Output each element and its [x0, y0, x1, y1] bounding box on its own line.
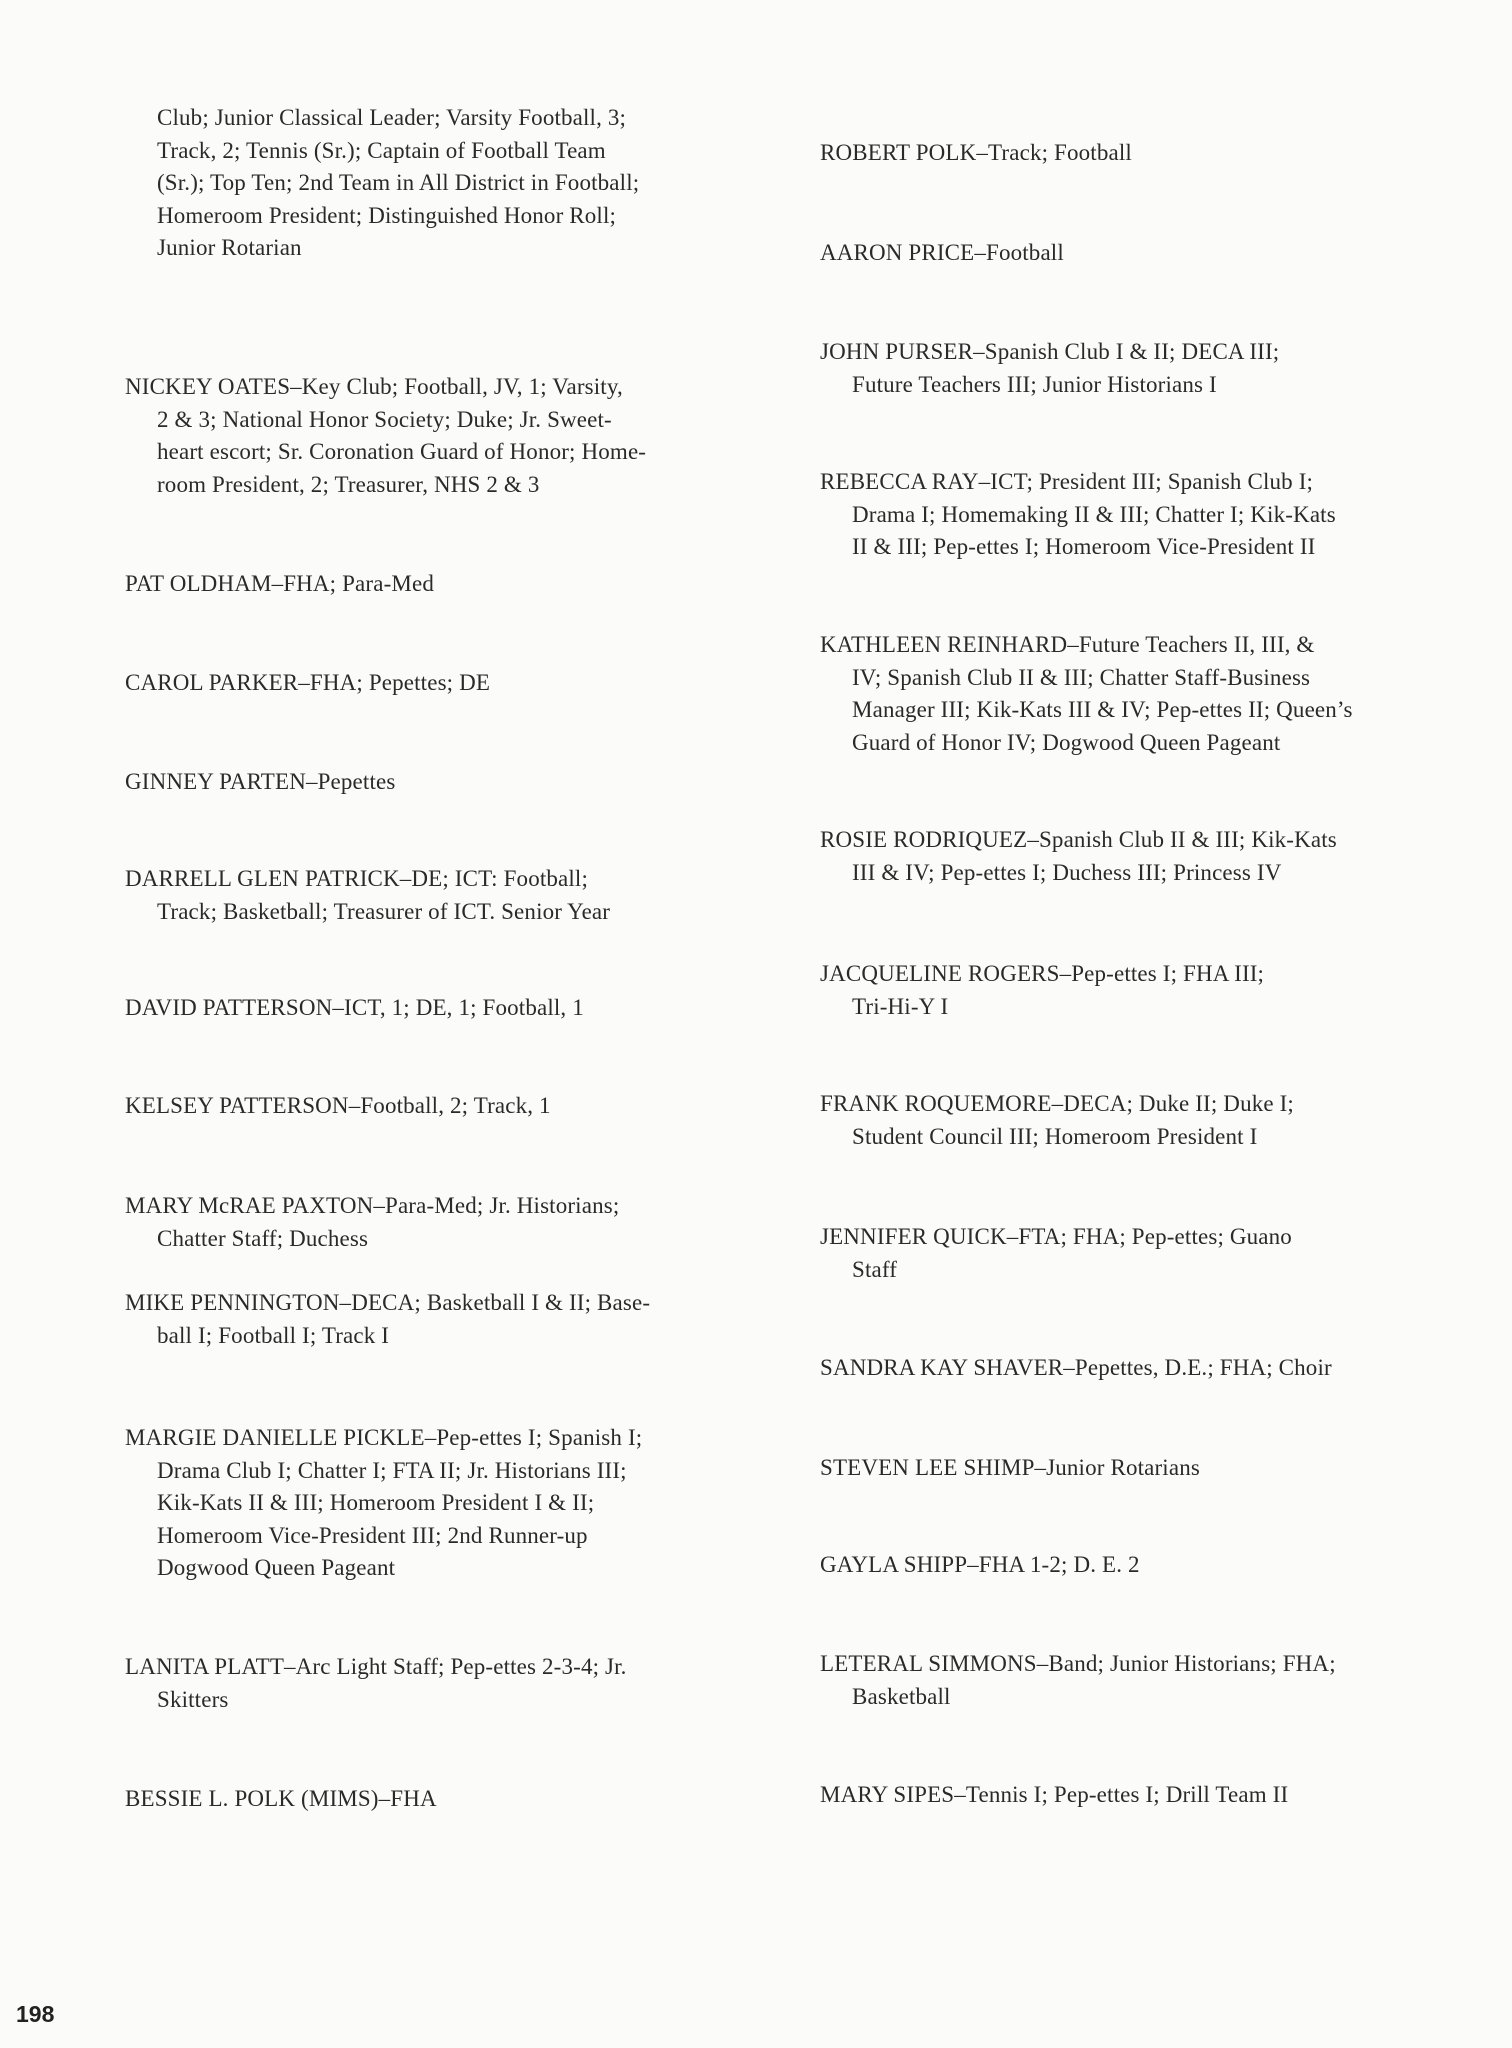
senior-entry	[820, 1452, 1460, 1485]
senior-entry	[820, 466, 1460, 564]
entry-line: Basketball	[852, 1683, 951, 1709]
entry-line: JACQUELINE ROGERS–Pep-ettes I; FHA III;	[820, 961, 1265, 986]
entry-line: Future Teachers III; Junior Historians I	[852, 371, 1217, 397]
entry-line: STEVEN LEE SHIMP–Junior Rotarians	[820, 1455, 1200, 1480]
senior-entry	[125, 1651, 765, 1716]
entry-line: Track; Basketball; Treasurer of ICT. Senior Year	[157, 898, 611, 924]
entry-line: Junior Rotarian	[157, 235, 302, 260]
entry-line: CAROL PARKER–FHA; Pepettes; DE	[125, 670, 491, 695]
entry-line: IV; Spanish Club II & III; Chatter Staff-Business	[852, 664, 1311, 690]
entry-line: MARY SIPES–Tennis I; Pep-ettes I; Drill Team II	[820, 1782, 1289, 1807]
senior-entry	[125, 667, 765, 700]
entry-line: room President, 2; Treasurer, NHS 2 & 3	[157, 471, 540, 497]
entry-line: JOHN PURSER–Spanish Club I & II; DECA III;	[820, 339, 1280, 364]
entry-line: DARRELL GLEN PATRICK–DE; ICT: Football;	[125, 866, 589, 891]
entry-line: 2 & 3; National Honor Society; Duke; Jr. Sweet-	[157, 406, 612, 432]
entry-line: KATHLEEN REINHARD–Future Teachers II, III, &	[820, 632, 1315, 657]
entry-line: Club; Junior Classical Leader; Varsity Football, 3;	[157, 105, 627, 130]
senior-entry	[820, 137, 1460, 170]
senior-entry	[125, 992, 765, 1025]
entry-line: JENNIFER QUICK–FTA; FHA; Pep-ettes; Guano	[820, 1224, 1292, 1249]
entry-line: PAT OLDHAM–FHA; Para-Med	[125, 571, 435, 596]
senior-entry	[820, 1221, 1460, 1286]
entry-line: (Sr.); Top Ten; 2nd Team in All District in Football;	[157, 170, 640, 195]
senior-entry	[820, 1549, 1460, 1582]
entry-line: II & III; Pep-ettes I; Homeroom Vice-President II	[852, 534, 1316, 559]
entry-line: Manager III; Kik-Kats III & IV; Pep-ettes II; Queen’s	[852, 697, 1353, 722]
entry-line: ROBERT POLK–Track; Football	[820, 140, 1132, 165]
entry-line: LETERAL SIMMONS–Band; Junior Historians; FHA;	[820, 1651, 1336, 1676]
senior-entry	[820, 237, 1460, 270]
entry-line: AARON PRICE–Football	[820, 240, 1064, 265]
entry-line: Dogwood Queen Pageant	[157, 1555, 396, 1580]
entry-line: FRANK ROQUEMORE–DECA; Duke II; Duke I;	[820, 1091, 1294, 1116]
senior-entry	[125, 766, 765, 799]
senior-entry	[820, 1779, 1460, 1812]
entry-line: Tri-Hi-Y I	[852, 993, 949, 1019]
entry-line: Drama I; Homemaking II & III; Chatter I; Kik-Kats	[852, 501, 1336, 527]
senior-entry	[820, 336, 1460, 401]
senior-entry	[125, 568, 765, 601]
entry-line: Homeroom Vice-President III; 2nd Runner-up	[157, 1522, 588, 1548]
entry-line: Chatter Staff; Duchess	[157, 1225, 369, 1251]
senior-entry	[125, 1090, 765, 1123]
entry-line: ROSIE RODRIQUEZ–Spanish Club II & III; Kik-Kats	[820, 827, 1337, 852]
senior-entry	[820, 824, 1460, 889]
entry-line: MARGIE DANIELLE PICKLE–Pep-ettes I; Spanish I;	[125, 1425, 643, 1450]
senior-entry	[820, 958, 1460, 1023]
entry-line: Staff	[852, 1256, 898, 1282]
entry-line: NICKEY OATES–Key Club; Football, JV, 1; Varsity,	[125, 374, 623, 399]
entry-line: SANDRA KAY SHAVER–Pepettes, D.E.; FHA; Choir	[820, 1355, 1332, 1380]
entry-line: Homeroom President; Distinguished Honor Roll;	[157, 202, 617, 228]
senior-entry	[820, 629, 1460, 759]
entry-line: BESSIE L. POLK (MIMS)–FHA	[125, 1786, 437, 1811]
page-number: 198	[16, 2001, 55, 2027]
entry-line: KELSEY PATTERSON–Football, 2; Track, 1	[125, 1093, 551, 1118]
entry-line: heart escort; Sr. Coronation Guard of Honor; Home-	[157, 439, 647, 464]
entry-line: LANITA PLATT–Arc Light Staff; Pep-ettes 2-3-4; Jr.	[125, 1654, 627, 1679]
entry-line: DAVID PATTERSON–ICT, 1; DE, 1; Football, 1	[125, 995, 584, 1020]
entry-line: Kik-Kats II & III; Homeroom President I & II;	[157, 1490, 595, 1515]
entry-line: ball I; Football I; Track I	[157, 1322, 390, 1348]
senior-entry	[125, 1783, 765, 1816]
senior-entry	[820, 1648, 1460, 1713]
entry-line: Track, 2; Tennis (Sr.); Captain of Football Team	[157, 137, 606, 163]
entry-line: GAYLA SHIPP–FHA 1-2; D. E. 2	[820, 1552, 1140, 1577]
entry-line: Guard of Honor IV; Dogwood Queen Pageant	[852, 729, 1281, 755]
entry-line: III & IV; Pep-ettes I; Duchess III; Princess IV	[852, 859, 1282, 885]
entry-line: MIKE PENNINGTON–DECA; Basketball I & II; Base-	[125, 1290, 651, 1315]
senior-entry	[125, 1190, 765, 1255]
entry-line: Skitters	[157, 1686, 229, 1712]
senior-entry	[125, 1287, 765, 1352]
entry-line: REBECCA RAY–ICT; President III; Spanish Club I;	[820, 469, 1314, 494]
entry-line: GINNEY PARTEN–Pepettes	[125, 769, 396, 794]
senior-entry	[125, 863, 765, 928]
entry-line: MARY McRAE PAXTON–Para-Med; Jr. Historians;	[125, 1193, 620, 1218]
entry-line: Drama Club I; Chatter I; FTA II; Jr. Historians III;	[157, 1457, 627, 1483]
senior-entry	[125, 102, 765, 265]
senior-entry	[125, 371, 765, 501]
senior-entry	[820, 1088, 1460, 1153]
senior-entry	[820, 1352, 1460, 1385]
entry-line: Student Council III; Homeroom President I	[852, 1123, 1258, 1149]
senior-entry	[125, 1422, 765, 1585]
